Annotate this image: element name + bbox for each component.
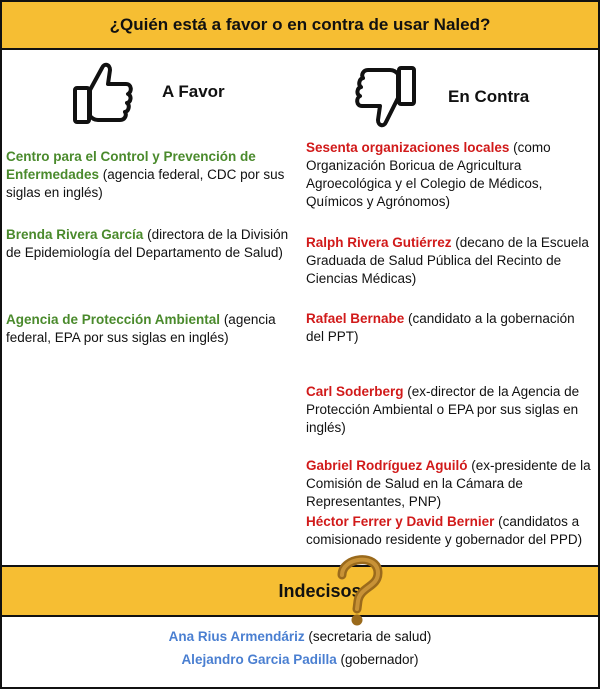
question-mark-icon — [332, 551, 388, 627]
contra-entry-name: Ralph Rivera Gutiérrez — [306, 235, 452, 250]
header-band — [2, 2, 598, 50]
contra-entry — [306, 383, 594, 437]
favor-entry — [6, 226, 301, 262]
favor-entry-name: Brenda Rivera García — [6, 227, 144, 242]
thumbs-up-icon — [72, 60, 134, 124]
favor-entry-desc: (agencia federal, EPA por sus siglas en inglés) — [6, 312, 276, 345]
contra-entry-desc: (como Organización Boricua de Agricultura Agroecológica y el Colegio de Médicos, Químicos y Agrónomos) — [306, 140, 551, 209]
contra-entry — [306, 234, 594, 288]
contra-entry-name: Carl Soderberg — [306, 384, 404, 399]
contra-heading — [352, 64, 529, 130]
indecisos-heading: Indecisos — [278, 580, 362, 601]
contra-entry-name: Héctor Ferrer y David Bernier — [306, 514, 495, 529]
indecisos-entry-name: Ana Rius Armendáriz — [168, 629, 305, 644]
favor-heading-label: A Favor — [162, 82, 225, 101]
favor-entry-desc: (directora de la División de Epidemiología del Departamento de Salud) — [6, 227, 289, 260]
contra-entry — [306, 310, 594, 346]
contra-entry-name: Gabriel Rodríguez Aguiló — [306, 458, 468, 473]
favor-entry-name: Centro para el Control y Prevención de Enfermedades — [6, 149, 256, 182]
thumbs-down-icon — [352, 64, 418, 130]
indecisos-entry-desc: (secretaria de salud) — [304, 629, 432, 644]
indecisos-band — [2, 565, 598, 617]
indecisos-entry — [0, 629, 600, 644]
contra-heading-label: En Contra — [448, 87, 530, 106]
indecisos-entry-desc: (gobernador) — [336, 652, 419, 667]
contra-entry-desc: (ex-director de la Agencia de Protección Ambiental o EPA por sus siglas en inglés) — [306, 384, 580, 435]
contra-entry — [306, 457, 594, 511]
contra-entry-desc: (ex-presidente de la Comisión de Salud en la Cámara de Representantes, PNP) — [306, 458, 591, 509]
favor-heading — [72, 60, 225, 124]
indecisos-entry — [0, 652, 600, 667]
contra-entry — [306, 139, 594, 211]
contra-entry-desc: (candidatos a comisionado residente y gobernador del PPD) — [306, 514, 583, 547]
contra-entry-desc: (candidato a la gobernación del PPT) — [306, 311, 575, 344]
indecisos-entry-name: Alejandro Garcia Padilla — [181, 652, 337, 667]
contra-entry-name: Rafael Bernabe — [306, 311, 405, 326]
favor-entry-name: Agencia de Protección Ambiental — [6, 312, 221, 327]
contra-entry-desc: (decano de la Escuela Graduada de Salud Pública del Recinto de Ciencias Médicas) — [306, 235, 589, 286]
favor-entry — [6, 311, 306, 347]
page-title: ¿Quién está a favor o en contra de usar Naled? — [109, 15, 491, 34]
contra-entry-name: Sesenta organizaciones locales — [306, 140, 510, 155]
favor-entry — [6, 148, 301, 202]
favor-entry-desc: (agencia federal, CDC por sus siglas en inglés) — [6, 167, 285, 200]
contra-entry — [306, 513, 594, 549]
